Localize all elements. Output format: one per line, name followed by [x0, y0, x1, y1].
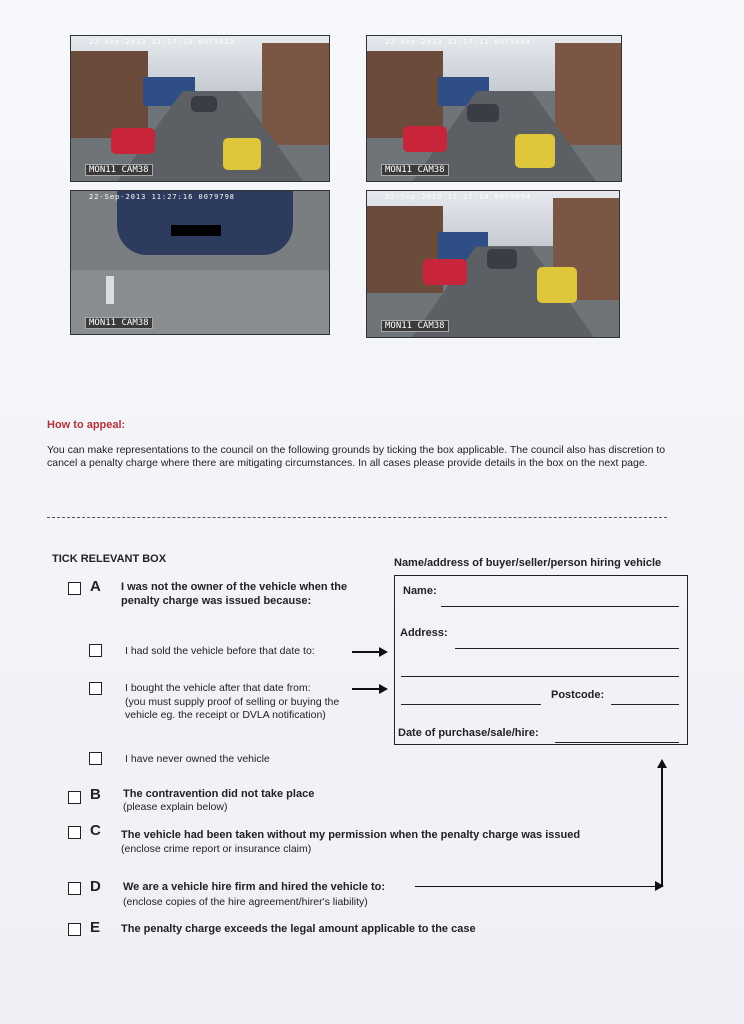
name-label: Name: [403, 585, 437, 597]
option-c-note: (enclose crime report or insurance claim) [121, 843, 312, 855]
option-c-text: The vehicle had been taken without my permission when the penalty charge was issued [121, 829, 581, 841]
appeal-intro: You can make representations to the council on the following grounds by ticking the box applicable. The council also has discretion to cancel a penalty charge where there are mitigating circumstances. In all cases please provide details in the box on the next page. [47, 444, 666, 469]
postcode-label: Postcode: [551, 689, 605, 701]
option-d-text: We are a vehicle hire firm and hired the vehicle to: [123, 881, 386, 893]
checkbox-b[interactable] [68, 791, 81, 804]
cctv-image-2 [366, 35, 622, 182]
arrow-a2 [352, 688, 386, 690]
date-field[interactable] [555, 742, 679, 743]
option-e-text: The penalty charge exceeds the legal amount applicable to the case [121, 923, 476, 935]
cctv-image-1 [70, 35, 330, 182]
option-d-letter: D [90, 878, 101, 895]
checkbox-a[interactable] [68, 582, 81, 595]
address-label: Address: [400, 627, 448, 639]
option-a2-note: (you must supply proof of selling or buying the vehicle eg. the receipt or DVLA notification) [125, 696, 340, 721]
buyer-seller-panel [394, 575, 688, 745]
checkbox-a3[interactable] [89, 752, 102, 765]
tick-heading: TICK RELEVANT BOX [52, 553, 167, 565]
panel-heading: Name/address of buyer/seller/person hiring vehicle [394, 557, 662, 569]
checkbox-c[interactable] [68, 826, 81, 839]
arrow-d-line [415, 886, 662, 887]
option-a2-text: I bought the vehicle after that date from: [125, 682, 311, 694]
arrow-d-head [657, 759, 667, 768]
postcode-field[interactable] [611, 704, 679, 705]
option-a-letter: A [90, 578, 101, 595]
option-e-letter: E [90, 919, 101, 936]
redacted-plate [171, 225, 221, 236]
cctv-header-3: 22-Sep-2013 11:27:16 0079798 [89, 193, 236, 201]
cctv-header-4: 22-Sep-2013 11:27:14 0079694 [385, 193, 532, 201]
address-field-2[interactable] [401, 676, 679, 677]
appeal-heading: How to appeal: [47, 419, 126, 431]
arrow-a1 [352, 651, 386, 653]
option-d-note: (enclose copies of the hire agreement/hirer's liability) [123, 896, 368, 908]
cut-line [47, 517, 667, 518]
option-b-text: The contravention did not take place [123, 788, 315, 800]
option-b-note: (please explain below) [123, 801, 228, 813]
cctv-image-4 [366, 190, 620, 338]
cctv-header-2: 22-Sep-2013 11:27:11 0079604 [385, 38, 532, 46]
cctv-label-2: MON11 CAM38 [381, 164, 449, 176]
checkbox-e[interactable] [68, 923, 81, 936]
option-c-letter: C [90, 822, 101, 839]
cctv-image-3 [70, 190, 330, 335]
option-b-letter: B [90, 786, 101, 803]
arrow-d-riser [661, 768, 663, 887]
option-a1-text: I had sold the vehicle before that date to: [125, 645, 315, 657]
cctv-label-4: MON11 CAM38 [381, 320, 449, 332]
checkbox-a2[interactable] [89, 682, 102, 695]
cctv-label-1: MON11 CAM38 [85, 164, 153, 176]
cctv-header-1: 22-Sep-2013 11:27:16 0079522 [89, 38, 236, 46]
checkbox-a1[interactable] [89, 644, 102, 657]
option-a3-text: I have never owned the vehicle [125, 753, 270, 765]
name-field[interactable] [441, 606, 679, 607]
address-field-1[interactable] [455, 648, 679, 649]
address-field-3[interactable] [401, 704, 541, 705]
cctv-label-3: MON11 CAM38 [85, 317, 153, 329]
date-label: Date of purchase/sale/hire: [398, 727, 539, 739]
option-a-text: I was not the owner of the vehicle when the penalty charge was issued because: [121, 581, 348, 607]
checkbox-d[interactable] [68, 882, 81, 895]
